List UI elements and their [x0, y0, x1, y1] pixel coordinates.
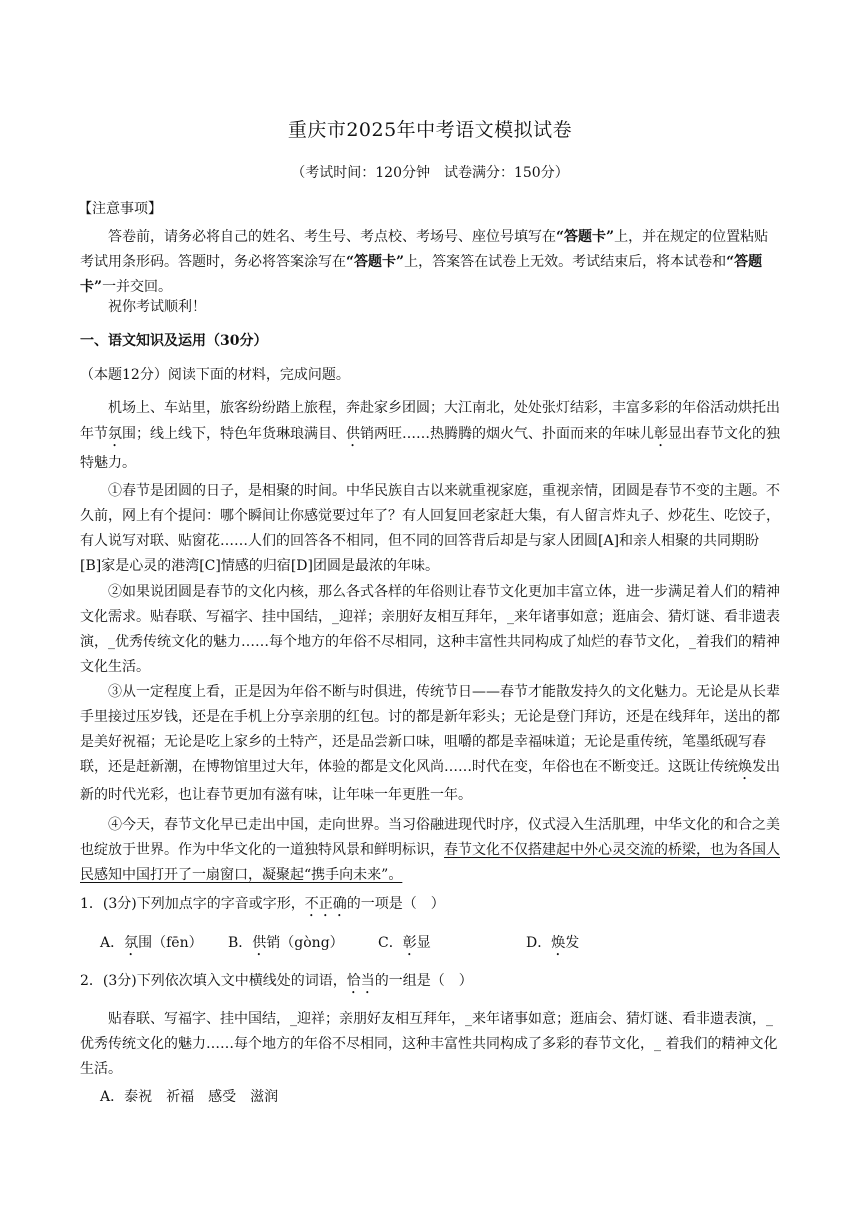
option-d[interactable]: D．焕发 [526, 935, 580, 951]
question-1-options [100, 931, 800, 959]
page-title: 重庆市2025年中考语文模拟试卷 [287, 119, 573, 141]
passage-paragraph-3: ③从一定程度上看，正是因为年俗不断与时俱进，传统节日——春节才能散发持久的文化魅力。无论是从长辈手里接过压岁钱，还是在手机上分享亲朋的红包。讨的都是新年彩头；无论是登门拜访，还是在线拜年，送出的都是美好祝福；无论是吃上家乡的土特产，还是品尝新口味，咀嚼的都是幸福味道；无论是重传统，笔墨纸砚写春联，还是赶新潮，在博物馆里过大年，体验的都是文化风尚……时代在变，年俗也在不断变迁。这既让传统焕发出新的时代光彩，也让春节更加有滋有味，让年味一年更胜一年。 [80, 684, 780, 803]
passage-paragraph-2: ②如果说团圆是春节的文化内核，那么各式各样的年俗则让春节文化更加丰富立体，进一步满足着人们的精神文化需求。贴春联、写福字、挂中国结，_迎祥；亲朋好友相互拜年，_来年诸事如意；逛庙会、猜灯谜、看非遗表演，_优秀传统文化的魅力……每个地方的年俗不尽相同，这种丰富性共同构成了灿烂的春节文化，_着我们的精神文化生活。 [80, 584, 780, 675]
question-1-stem: 1．(3分)下列加点字的字音或字形，不正确的一项是（ ） [80, 896, 445, 912]
passage-intro: 机场上、车站里，旅客纷纷踏上旅程，奔赴家乡团圆；大江南北，处处张灯结彩，丰富多彩的年俗活动烘托出年节氛围；线上线下，特色年货琳琅满目、供销两旺……热腾腾的烟火气、扑面而来的年味儿彰显出春节文化的独特魅力。 [80, 400, 780, 471]
underlined-sentence: 春节文化不仅搭建起中外心灵交流的桥梁，也为各国人民感知中国打开了一扇窗口，凝聚起“携手向未来”。 [80, 842, 780, 883]
question-2-stem: 2．(3分)下列依次填入文中横线处的词语，恰当的一组是（ ） [80, 973, 473, 989]
option-a[interactable]: A．氛围（fēn） [100, 935, 203, 951]
passage-paragraph-4: ④今天，春节文化早已走出中国，走向世界。当习俗融进现代时序，仪式浸入生活肌理，中华文化的和合之美也绽放于世界。作为中华文化的一道独特风景和鲜明标识，春节文化不仅搭建起中外心灵交流的桥梁，也为各国人民感知中国打开了一扇窗口，凝聚起“携手向未来”。 [80, 817, 780, 883]
section-heading: 一、语文知识及运用（30分） [80, 333, 268, 349]
option-b[interactable]: B．供销（gòng） [228, 935, 344, 951]
good-luck-text: 祝你考试顺利！ [108, 299, 206, 315]
notice-heading: 【注意事项】 [78, 201, 162, 217]
notice-paragraph: 答卷前，请务必将自己的姓名、考生号、考点校、考场号、座位号填写在“答题卡”上，并在规定的位置粘贴考试用条形码。答题时，务必将答案涂写在“答题卡”上，答案答在试卷上无效。考试结束后，将本试卷和“答题卡”一并交回。 [80, 229, 769, 295]
question-2-option-a[interactable]: A．泰祝 祈福 感受 滋润 [100, 1089, 279, 1105]
passage-paragraph-1: ①春节是团圆的日子，是相聚的时间。中华民族自古以来就重视家庭，重视亲情，团圆是春节不变的主题。不久前，网上有个提问：哪个瞬间让你感觉要过年了？有人回复回老家赶大集，有人留言炸丸子、炒花生、吃饺子，有人说写对联、贴窗花……人们的回答各不相同，但不同的回答背后却是与家人团圆[A]和亲人相聚的共同期盼[B]家是心灵的港湾[C]情感的归宿[D]团圆是最浓的年味。 [80, 483, 780, 574]
exam-info: （考试时间：120分钟 试卷满分：150分） [291, 165, 569, 181]
option-c[interactable]: C．彰显 [378, 935, 431, 951]
question-intro: （本题12分）阅读下面的材料，完成问题。 [80, 367, 350, 383]
question-2-text: 贴春联、写福字、挂中国结，_迎祥；亲朋好友相互拜年，_来年诸事如意；逛庙会、猜灯谜、看非遗表演，_优秀传统文化的魅力……每个地方的年俗不尽相同，这种丰富性共同构成了多彩的春节文化，_ 着我们的精神文化生活。 [80, 1011, 778, 1077]
